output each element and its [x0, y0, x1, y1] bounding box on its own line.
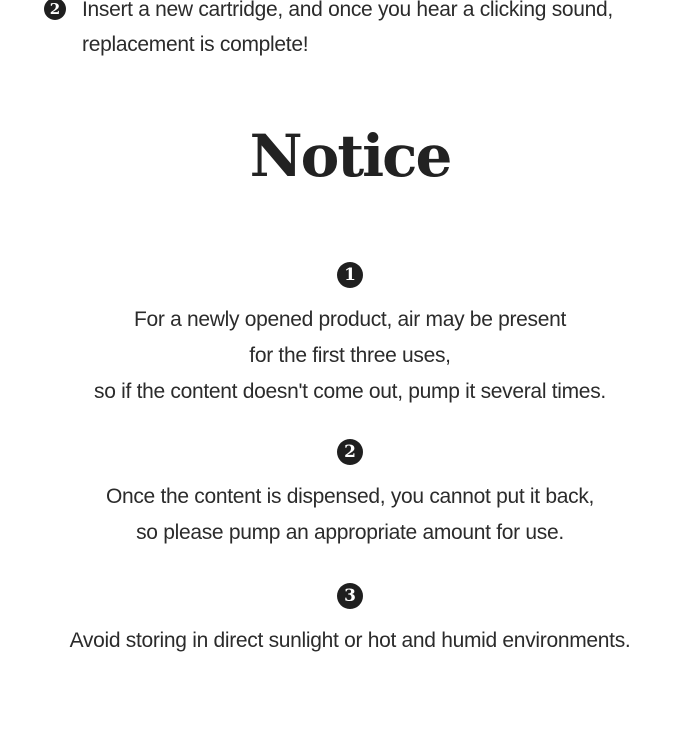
notice-text-line: for the first three uses, [249, 344, 451, 367]
step-number-badge: 2 [44, 0, 66, 20]
previous-step [44, 0, 613, 62]
step-text [82, 0, 613, 62]
notice-text-line: For a newly opened product, air may be present [133, 308, 567, 331]
notice-number-badge: 3 [337, 583, 363, 609]
notice-heading: Notice [249, 122, 451, 190]
step-text-line: Insert a new cartridge, and once you hear a clicking sound, [82, 0, 613, 21]
notice-text-line: so please pump an appropriate amount for use. [136, 521, 564, 544]
notice-text [0, 479, 700, 551]
notice-number-badge: 1 [337, 262, 363, 288]
notice-text [0, 623, 700, 659]
step-text-line: replacement is complete! [82, 33, 309, 56]
notice-item [0, 439, 700, 551]
notice-item [0, 262, 700, 410]
notice-item [0, 583, 700, 659]
notice-text-line: Avoid storing in direct sunlight or hot and humid environments. [69, 629, 631, 652]
notice-text-line: so if the content doesn't come out, pump it several times. [94, 380, 606, 403]
notice-text [0, 302, 700, 410]
notice-text-line: Once the content is dispensed, you cannot put it back, [105, 485, 595, 508]
notice-number-badge: 2 [337, 439, 363, 465]
